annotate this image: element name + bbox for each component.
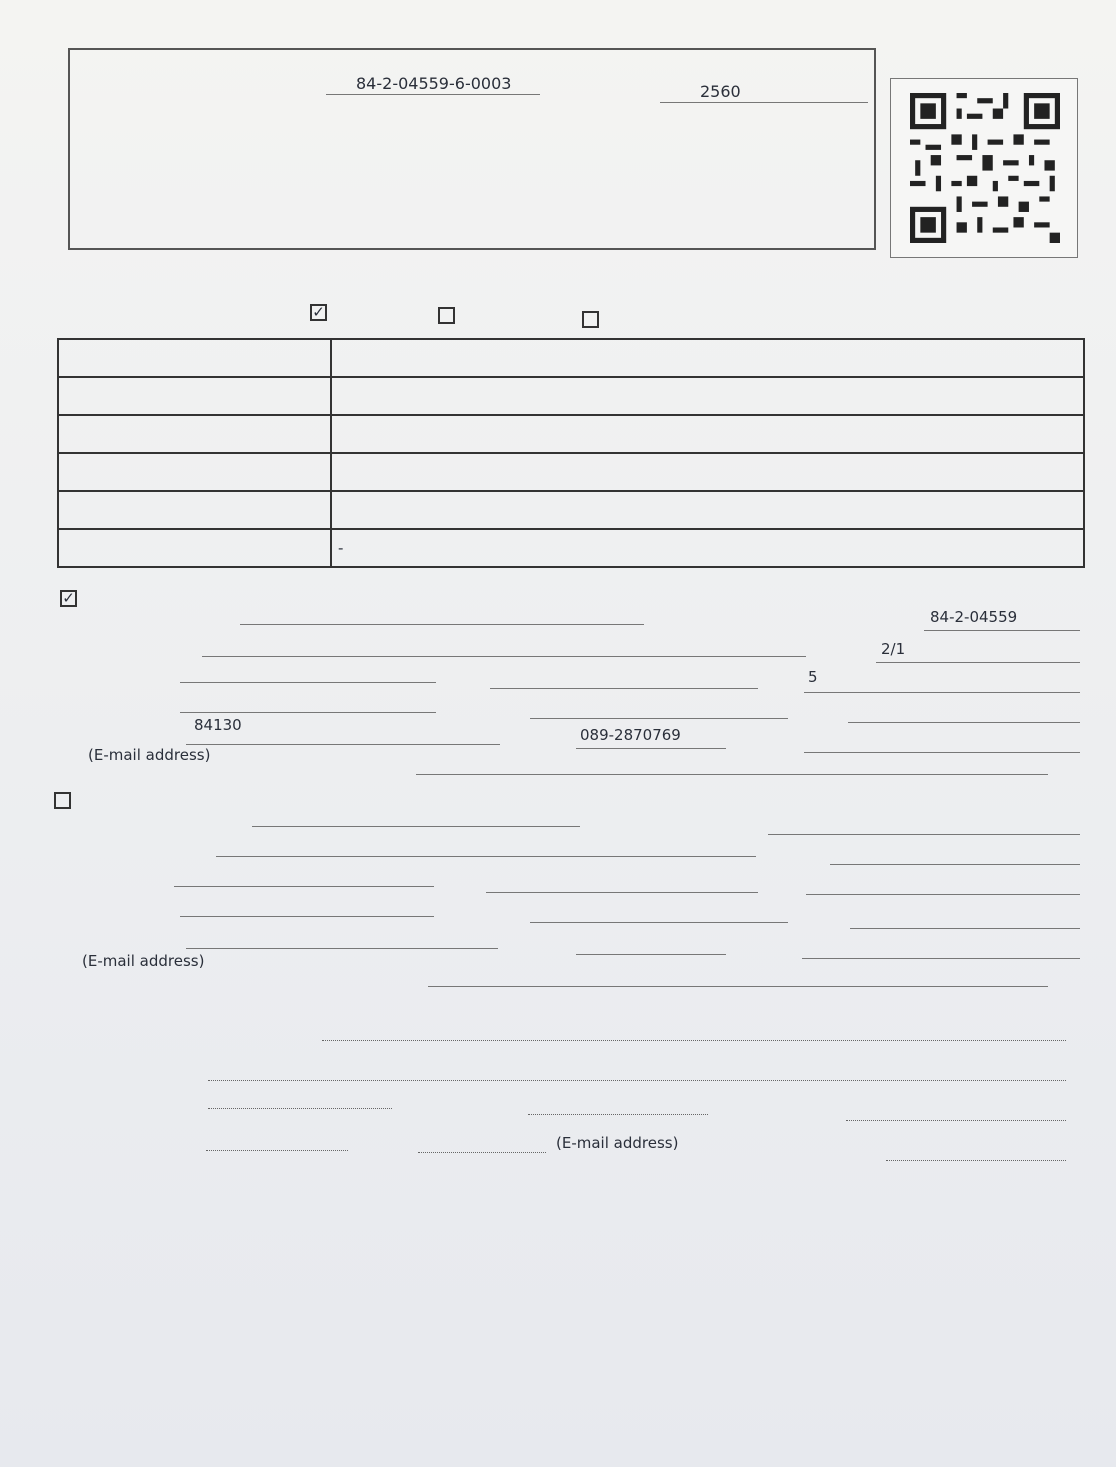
foreign-address-underline <box>208 1080 1066 1081</box>
serial-underline <box>326 94 540 95</box>
date-value: 2560 <box>700 82 741 101</box>
importer-email-underline <box>428 986 1048 987</box>
qr-code-image <box>905 93 1065 243</box>
row-label <box>58 415 331 453</box>
foreign-email-label: (E-mail address) <box>556 1134 679 1152</box>
license-underline <box>924 630 1080 631</box>
table-row <box>58 491 1084 529</box>
option-export-checkbox[interactable] <box>582 311 599 328</box>
fax-underline <box>804 752 1080 753</box>
importer-fax-underline <box>802 958 1080 959</box>
row-label <box>58 529 331 567</box>
foreign-province-underline <box>208 1108 392 1109</box>
phone-value: 089-2870769 <box>580 726 681 744</box>
table-row <box>58 453 1084 491</box>
email-label: (E-mail address) <box>88 746 211 764</box>
moo-underline <box>804 692 1080 693</box>
alley-underline <box>180 682 436 683</box>
food-info-table <box>57 338 1085 568</box>
importer-subdistrict-underline <box>180 916 434 917</box>
option-import-checkbox[interactable] <box>438 307 455 324</box>
row-label <box>58 339 331 377</box>
table-row <box>58 377 1084 415</box>
date-underline <box>660 102 868 103</box>
row-value <box>331 453 1084 491</box>
table-row <box>58 415 1084 453</box>
importer-postcode-underline <box>186 948 498 949</box>
importer-license-underline <box>768 834 1080 835</box>
importer-moo-underline <box>806 894 1080 895</box>
manufacturer-name-underline <box>240 624 644 625</box>
district-underline <box>530 718 788 719</box>
row-value <box>331 377 1084 415</box>
row-label <box>58 377 331 415</box>
table-row <box>58 339 1084 377</box>
subdistrict-underline <box>180 712 436 713</box>
place-underline <box>202 656 806 657</box>
foreign-postcode-underline <box>846 1120 1066 1121</box>
foreign-phone-underline <box>206 1150 348 1151</box>
foreign-fax-underline <box>418 1152 546 1153</box>
importer-province-underline <box>850 928 1080 929</box>
row-value <box>331 339 1084 377</box>
qr-code-box <box>890 78 1078 258</box>
license-number: 84-2-04559 <box>930 608 1018 626</box>
row-value <box>331 491 1084 529</box>
importer-checkbox[interactable] <box>54 792 71 809</box>
importer-place-underline <box>216 856 756 857</box>
house-no-underline <box>876 662 1080 663</box>
importer-name-underline <box>252 826 580 827</box>
moo-value: 5 <box>808 668 818 686</box>
postcode-underline <box>186 744 500 745</box>
foreign-email-underline <box>886 1160 1066 1161</box>
postcode-value: 84130 <box>194 716 242 734</box>
row-value <box>331 415 1084 453</box>
option-produce-checkbox[interactable]: ✓ <box>310 304 327 321</box>
manufacturer-checkbox[interactable]: ✓ <box>60 590 77 607</box>
row-label <box>58 491 331 529</box>
foreign-place-underline <box>322 1040 1066 1041</box>
importer-road-underline <box>486 892 758 893</box>
importer-house-no-underline <box>830 864 1080 865</box>
row-label <box>58 453 331 491</box>
importer-district-underline <box>530 922 788 923</box>
foreign-country-underline <box>528 1114 708 1115</box>
row-value: - <box>331 529 1084 567</box>
road-underline <box>490 688 758 689</box>
table-row <box>58 529 1084 567</box>
house-no-value: 2/1 <box>881 640 906 658</box>
importer-phone-underline <box>576 954 726 955</box>
serial-number: 84-2-04559-6-0003 <box>356 74 512 93</box>
province-underline <box>848 722 1080 723</box>
phone-underline <box>576 748 726 749</box>
email-underline <box>416 774 1048 775</box>
importer-alley-underline <box>174 886 434 887</box>
importer-email-label: (E-mail address) <box>82 952 205 970</box>
